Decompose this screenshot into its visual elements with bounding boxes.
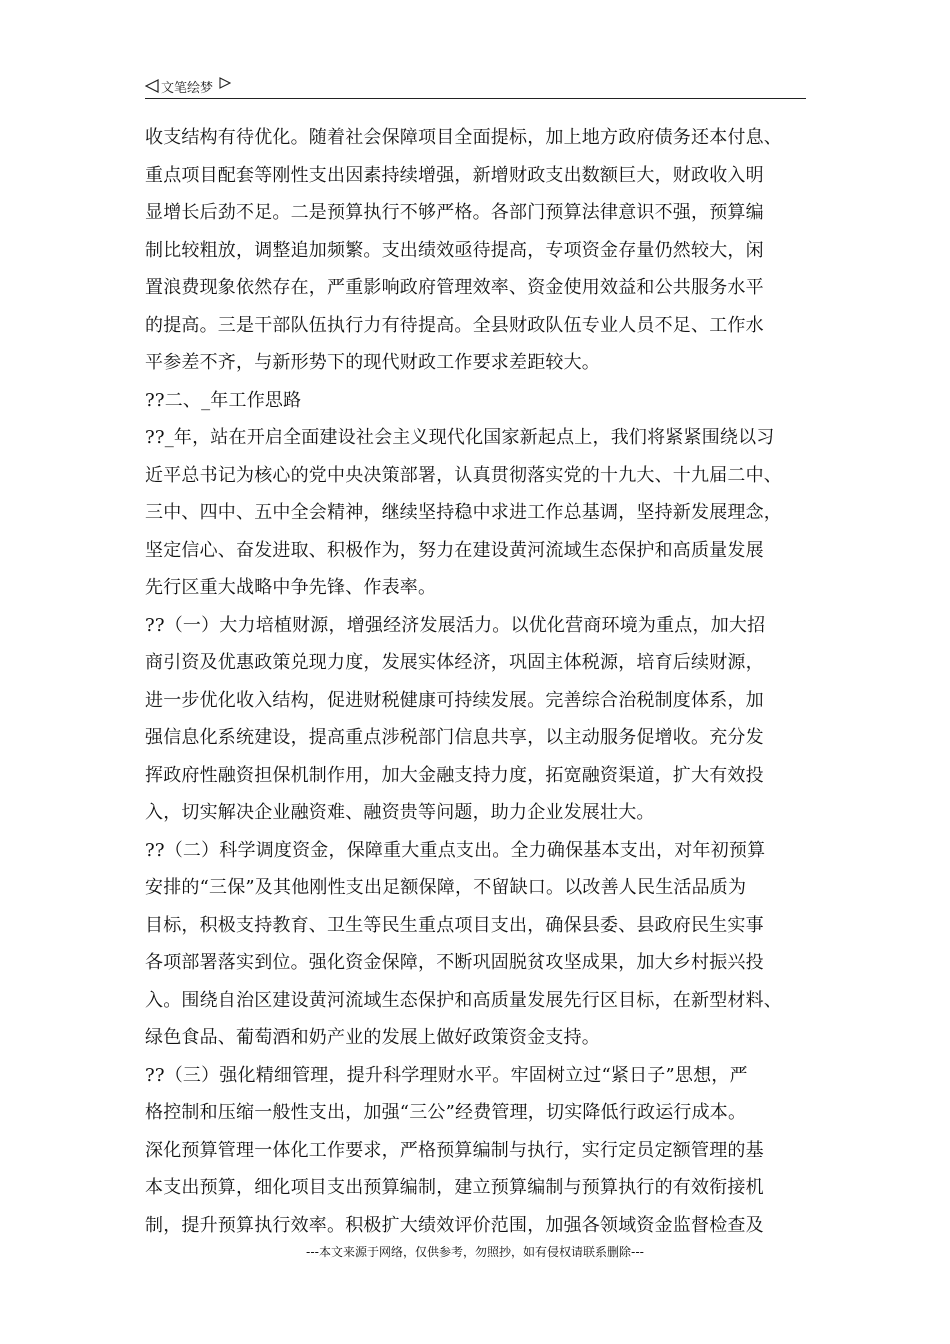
text-line: 本支出预算，细化项目支出预算编制，建立预算编制与预算执行的有效衔接机	[145, 1177, 764, 1198]
text-line: ??_年，站在开启全面建设社会主义现代化国家新起点上，我们将紧紧围绕以习	[145, 427, 775, 448]
text-line: 格控制和压缩一般性支出，加强“三公”经费管理，切实降低行政运行成本。	[145, 1102, 747, 1123]
text-line: 先行区重大战略中争先锋、作表率。	[145, 577, 437, 598]
document-body	[145, 119, 810, 1244]
text-line: 入，切实解决企业融资难、融资贵等问题，助力企业发展壮大。	[145, 802, 655, 823]
text-line: ??（二）科学调度资金，保障重大重点支出。全力确保基本支出，对年初预算	[145, 839, 766, 861]
text-line: 安排的“三保”及其他刚性支出足额保障，不留缺口。以改善人民生活品质为	[145, 877, 747, 898]
right-triangle-icon	[219, 77, 231, 89]
text-line: ??（一）大力培植财源，增强经济发展活力。以优化营商环境为重点，加大招	[145, 614, 766, 636]
header-brand: 文笔绘梦	[161, 80, 214, 96]
text-line: ??（三）强化精细管理，提升科学理财水平。牢固树立过“紧日子”思想，严	[145, 1064, 748, 1086]
text-line: 制，提升预算执行效率。积极扩大绩效评价范围，加强各领域资金监督检查及	[145, 1214, 764, 1236]
text-line: 重点项目配套等刚性支出因素持续增强，新增财政支出数额巨大，财政收入明	[145, 164, 764, 186]
text-line: 平参差不齐，与新形势下的现代财政工作要求差距较大。	[145, 352, 600, 373]
page-header	[145, 74, 806, 99]
footer-notice: ---本文来源于网络，仅供参考，勿照抄，如有侵权请联系删除---	[306, 1245, 644, 1259]
text-line: 制比较粗放，调整追加频繁。支出绩效亟待提高，专项资金存量仍然较大，闲	[145, 239, 764, 261]
text-line: 目标，积极支持教育、卫生等民生重点项目支出，确保县委、县政府民生实事	[145, 914, 764, 936]
left-triangle-icon	[145, 79, 159, 93]
text-line: 坚定信心、奋发进取、积极作为，努力在建设黄河流域生态保护和高质量发展	[145, 539, 764, 561]
text-line: 挥政府性融资担保机制作用，加大金融支持力度，拓宽融资渠道，扩大有效投	[145, 764, 764, 786]
text-line: 强信息化系统建设，提高重点涉税部门信息共享，以主动服务促增收。充分发	[145, 727, 764, 748]
text-line: 的提高。三是干部队伍执行力有待提高。全县财政队伍专业人员不足、工作水	[145, 314, 764, 336]
text-line: 深化预算管理一体化工作要求，严格预算编制与执行，实行定员定额管理的基	[145, 1139, 764, 1161]
section-heading: ??二、_年工作思路	[145, 389, 302, 411]
text-line: 三中、四中、五中全会精神，继续坚持稳中求进工作总基调，坚持新发展理念，	[145, 502, 782, 523]
text-line: 各项部署落实到位。强化资金保障，不断巩固脱贫攻坚成果，加大乡村振兴投	[145, 952, 764, 973]
text-line: 商引资及优惠政策兑现力度，发展实体经济，巩固主体税源，培育后续财源，	[145, 652, 764, 673]
text-line: 进一步优化收入结构，促进财税健康可持续发展。完善综合治税制度体系，加	[145, 689, 764, 711]
text-line: 置浪费现象依然存在，严重影响政府管理效率、资金使用效益和公共服务水平	[145, 277, 764, 298]
text-line: 显增长后劲不足。二是预算执行不够严格。各部门预算法律意识不强，预算编	[145, 202, 764, 223]
text-line: 收支结构有待优化。随着社会保障项目全面提标，加上地方政府债务还本付息、	[145, 127, 782, 148]
text-line: 绿色食品、葡萄酒和奶产业的发展上做好政策资金支持。	[145, 1027, 600, 1048]
text-line: 入。围绕自治区建设黄河流域生态保护和高质量发展先行区目标，在新型材料、	[145, 989, 782, 1011]
text-line: 近平总书记为核心的党中央决策部署，认真贯彻落实党的十九大、十九届二中、	[145, 464, 782, 486]
